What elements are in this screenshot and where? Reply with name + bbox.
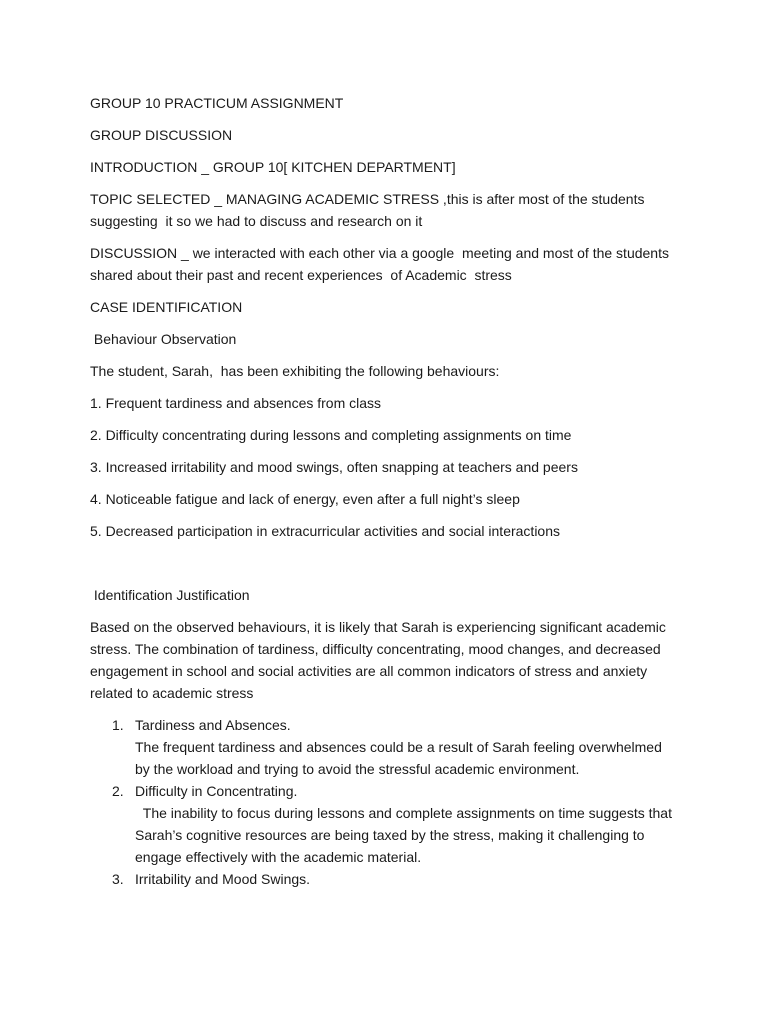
observation-heading: Behaviour Observation — [90, 331, 237, 347]
justification-intro: Based on the observed behaviours, it is likely that Sarah is experiencing significant academic stress. The combination of tardiness, difficulty concentrating, mood changes, and decreased engagement in school and social activities are all common indicators of stress and anxiety related to academic stress — [90, 619, 670, 701]
observation-intro: The student, Sarah, has been exhibiting the following behaviours: — [90, 363, 500, 379]
justification-description: The inability to focus during lessons and complete assignments on time suggests that Sarah’s cognitive resources are being taxed by the stress, making it challenging to engage effectively with the academic material. — [135, 805, 676, 865]
topic-paragraph: TOPIC SELECTED _ MANAGING ACADEMIC STRESS ,this is after most of the students suggesting it so we had to discuss and research on it — [90, 191, 649, 229]
justification-title: Tardiness and Absences. — [135, 717, 291, 733]
introduction-line: INTRODUCTION _ GROUP 10[ KITCHEN DEPARTMENT] — [90, 159, 456, 175]
justification-item — [112, 780, 680, 868]
justification-item — [112, 714, 680, 780]
justification-description: The frequent tardiness and absences could be a result of Sarah feeling overwhelmed by the workload and trying to avoid the stressful academic environment. — [135, 739, 666, 777]
list-number: 3. — [112, 871, 124, 887]
behaviour-item: 1. Frequent tardiness and absences from class — [90, 395, 382, 411]
behaviour-item: 3. Increased irritability and mood swings, often snapping at teachers and peers — [90, 459, 578, 475]
document-page — [90, 92, 680, 890]
list-number: 1. — [112, 717, 124, 733]
justification-title: Difficulty in Concentrating. — [135, 783, 298, 799]
list-number: 2. — [112, 783, 124, 799]
section-spacer — [90, 552, 680, 584]
behaviour-item: 4. Noticeable fatigue and lack of energy, even after a full night’s sleep — [90, 491, 520, 507]
justification-heading: Identification Justification — [90, 587, 250, 603]
case-heading: CASE IDENTIFICATION — [90, 299, 243, 315]
behaviour-item: 2. Difficulty concentrating during lessons and completing assignments on time — [90, 427, 572, 443]
discussion-paragraph: DISCUSSION _ we interacted with each other via a google meeting and most of the students shared about their past and recent experiences of Academic stress — [90, 245, 673, 283]
justification-list — [90, 714, 680, 890]
document-subtitle: GROUP DISCUSSION — [90, 127, 233, 143]
justification-title: Irritability and Mood Swings. — [135, 871, 311, 887]
justification-item — [112, 868, 680, 890]
behaviour-item: 5. Decreased participation in extracurricular activities and social interactions — [90, 523, 560, 539]
document-title: GROUP 10 PRACTICUM ASSIGNMENT — [90, 95, 344, 111]
